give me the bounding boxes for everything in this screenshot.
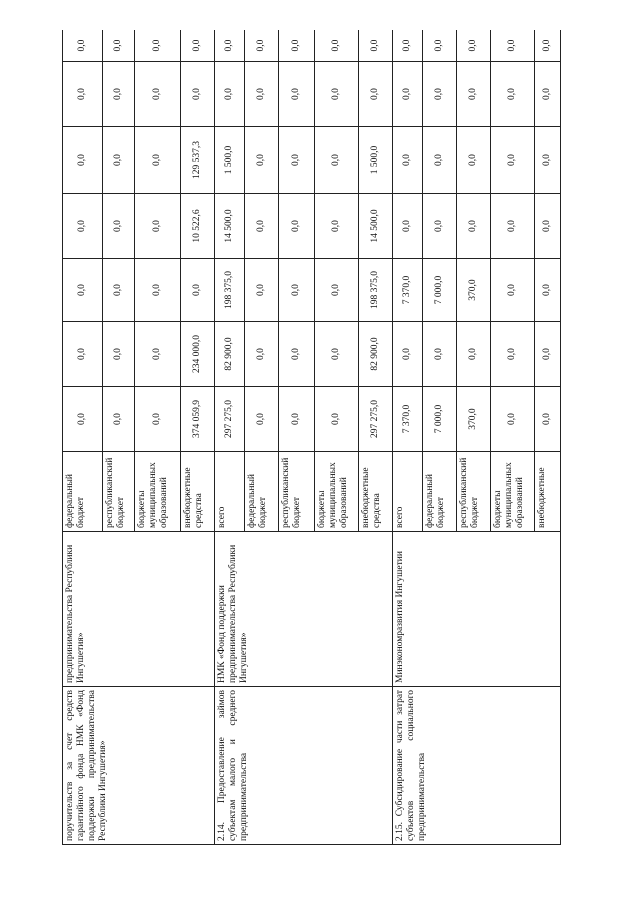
executor-cell: НМК «Фонд поддержки предпринимательства Республики Ингушетия»	[215, 532, 393, 687]
funding-source-cell: федеральный бюджет	[63, 452, 103, 532]
amount-cell: 0,0	[535, 127, 561, 194]
amount-cell: 0,0	[181, 30, 215, 62]
amount-cell: 0,0	[457, 62, 491, 127]
funding-source-cell: бюджеты муниципальных образований	[135, 452, 181, 532]
funding-source-cell: бюджеты муниципальных образований	[315, 452, 359, 532]
amount-cell: 0,0	[491, 194, 535, 259]
amount-cell: 0,0	[245, 62, 279, 127]
amount-cell: 0,0	[135, 62, 181, 127]
amount-cell: 0,0	[245, 127, 279, 194]
amount-cell: 0,0	[103, 30, 135, 62]
amount-cell: 0,0	[491, 127, 535, 194]
amount-cell: 0,0	[423, 127, 457, 194]
amount-cell: 0,0	[315, 30, 359, 62]
amount-cell: 0,0	[245, 322, 279, 387]
amount-cell: 0,0	[245, 194, 279, 259]
amount-cell: 0,0	[103, 194, 135, 259]
amount-cell: 0,0	[279, 30, 315, 62]
amount-cell: 0,0	[63, 387, 103, 452]
funding-source-cell: всего	[393, 452, 423, 532]
amount-cell: 297 275,0	[215, 387, 245, 452]
funding-source-cell: республиканский бюджет	[103, 452, 135, 532]
amount-cell: 0,0	[491, 30, 535, 62]
amount-cell: 0,0	[63, 194, 103, 259]
amount-cell: 7 000,0	[423, 259, 457, 322]
amount-cell: 0,0	[63, 322, 103, 387]
amount-cell: 0,0	[491, 62, 535, 127]
amount-cell: 1 500,0	[215, 127, 245, 194]
amount-cell: 0,0	[535, 322, 561, 387]
funding-source-cell: федеральный бюджет	[245, 452, 279, 532]
amount-cell: 0,0	[63, 62, 103, 127]
funding-source-cell: бюджеты муниципальных образований	[491, 452, 535, 532]
amount-cell: 0,0	[135, 194, 181, 259]
amount-cell: 0,0	[103, 127, 135, 194]
amount-cell: 0,0	[393, 30, 423, 62]
amount-cell: 0,0	[63, 127, 103, 194]
executor-cell: Минэкономразвития Ингушетии	[393, 532, 561, 687]
budget-table	[62, 30, 561, 845]
amount-cell: 82 900,0	[359, 322, 393, 387]
table-row	[63, 30, 103, 845]
amount-cell: 0,0	[135, 127, 181, 194]
amount-cell: 0,0	[135, 387, 181, 452]
amount-cell: 0,0	[103, 322, 135, 387]
amount-cell: 0,0	[423, 62, 457, 127]
amount-cell: 0,0	[457, 322, 491, 387]
amount-cell: 82 900,0	[215, 322, 245, 387]
amount-cell: 0,0	[279, 127, 315, 194]
amount-cell: 0,0	[215, 30, 245, 62]
amount-cell: 0,0	[393, 322, 423, 387]
amount-cell: 0,0	[279, 322, 315, 387]
amount-cell: 0,0	[457, 127, 491, 194]
amount-cell: 0,0	[135, 30, 181, 62]
rotated-sheet	[62, 30, 567, 845]
amount-cell: 0,0	[315, 127, 359, 194]
amount-cell: 0,0	[535, 30, 561, 62]
amount-cell: 0,0	[423, 194, 457, 259]
measure-name-cell: поручительств за счет средств гарантийного фонда НМК «Фонд поддержки предпринимательства Республики Ингушетия»	[63, 687, 215, 845]
amount-cell: 0,0	[535, 259, 561, 322]
executor-cell: предпринимательства Республики Ингушетия»	[63, 532, 215, 687]
amount-cell: 0,0	[103, 259, 135, 322]
amount-cell: 0,0	[103, 62, 135, 127]
amount-cell: 0,0	[535, 62, 561, 127]
amount-cell: 1 500,0	[359, 127, 393, 194]
amount-cell: 0,0	[491, 322, 535, 387]
amount-cell: 14 500,0	[359, 194, 393, 259]
table-row	[393, 30, 423, 845]
amount-cell: 0,0	[393, 62, 423, 127]
amount-cell: 0,0	[359, 30, 393, 62]
amount-cell: 0,0	[315, 322, 359, 387]
amount-cell: 0,0	[135, 259, 181, 322]
amount-cell: 0,0	[63, 259, 103, 322]
measure-name-cell: 2.14. Предоставление займов субъектам малого и среднего предпринимательства	[215, 687, 393, 845]
amount-cell: 0,0	[135, 322, 181, 387]
funding-source-cell: республиканский бюджет	[457, 452, 491, 532]
amount-cell: 370,0	[457, 259, 491, 322]
amount-cell: 7 000,0	[423, 387, 457, 452]
amount-cell: 0,0	[393, 194, 423, 259]
table-row	[215, 30, 245, 845]
funding-source-cell: внебюджетные	[535, 452, 561, 532]
amount-cell: 198 375,0	[359, 259, 393, 322]
amount-cell: 0,0	[63, 30, 103, 62]
funding-source-cell: внебюджетные средства	[181, 452, 215, 532]
amount-cell: 10 522,6	[181, 194, 215, 259]
funding-source-cell: федеральный бюджет	[423, 452, 457, 532]
amount-cell: 0,0	[181, 62, 215, 127]
amount-cell: 0,0	[181, 259, 215, 322]
amount-cell: 198 375,0	[215, 259, 245, 322]
amount-cell: 0,0	[279, 62, 315, 127]
amount-cell: 0,0	[315, 194, 359, 259]
funding-source-cell: республиканский бюджет	[279, 452, 315, 532]
amount-cell: 0,0	[245, 30, 279, 62]
amount-cell: 0,0	[535, 194, 561, 259]
amount-cell: 0,0	[245, 387, 279, 452]
landscape-table-wrapper	[62, 30, 567, 845]
amount-cell: 234 000,0	[181, 322, 215, 387]
amount-cell: 0,0	[535, 387, 561, 452]
amount-cell: 0,0	[245, 259, 279, 322]
amount-cell: 0,0	[279, 194, 315, 259]
amount-cell: 0,0	[491, 387, 535, 452]
amount-cell: 0,0	[491, 259, 535, 322]
amount-cell: 0,0	[279, 259, 315, 322]
amount-cell: 7 370,0	[393, 387, 423, 452]
amount-cell: 0,0	[315, 259, 359, 322]
amount-cell: 0,0	[423, 30, 457, 62]
amount-cell: 0,0	[359, 62, 393, 127]
amount-cell: 129 537,3	[181, 127, 215, 194]
amount-cell: 374 059,9	[181, 387, 215, 452]
amount-cell: 0,0	[457, 30, 491, 62]
amount-cell: 297 275,0	[359, 387, 393, 452]
amount-cell: 370,0	[457, 387, 491, 452]
amount-cell: 0,0	[103, 387, 135, 452]
amount-cell: 0,0	[215, 62, 245, 127]
measure-name-cell: 2.15. Субсидирование части затрат субъектов социального предпринимательства	[393, 687, 561, 845]
amount-cell: 0,0	[279, 387, 315, 452]
amount-cell: 0,0	[393, 127, 423, 194]
amount-cell: 0,0	[457, 194, 491, 259]
amount-cell: 7 370,0	[393, 259, 423, 322]
funding-source-cell: всего	[215, 452, 245, 532]
amount-cell: 0,0	[423, 322, 457, 387]
amount-cell: 14 500,0	[215, 194, 245, 259]
amount-cell: 0,0	[315, 387, 359, 452]
amount-cell: 0,0	[315, 62, 359, 127]
funding-source-cell: внебюджетные средства	[359, 452, 393, 532]
